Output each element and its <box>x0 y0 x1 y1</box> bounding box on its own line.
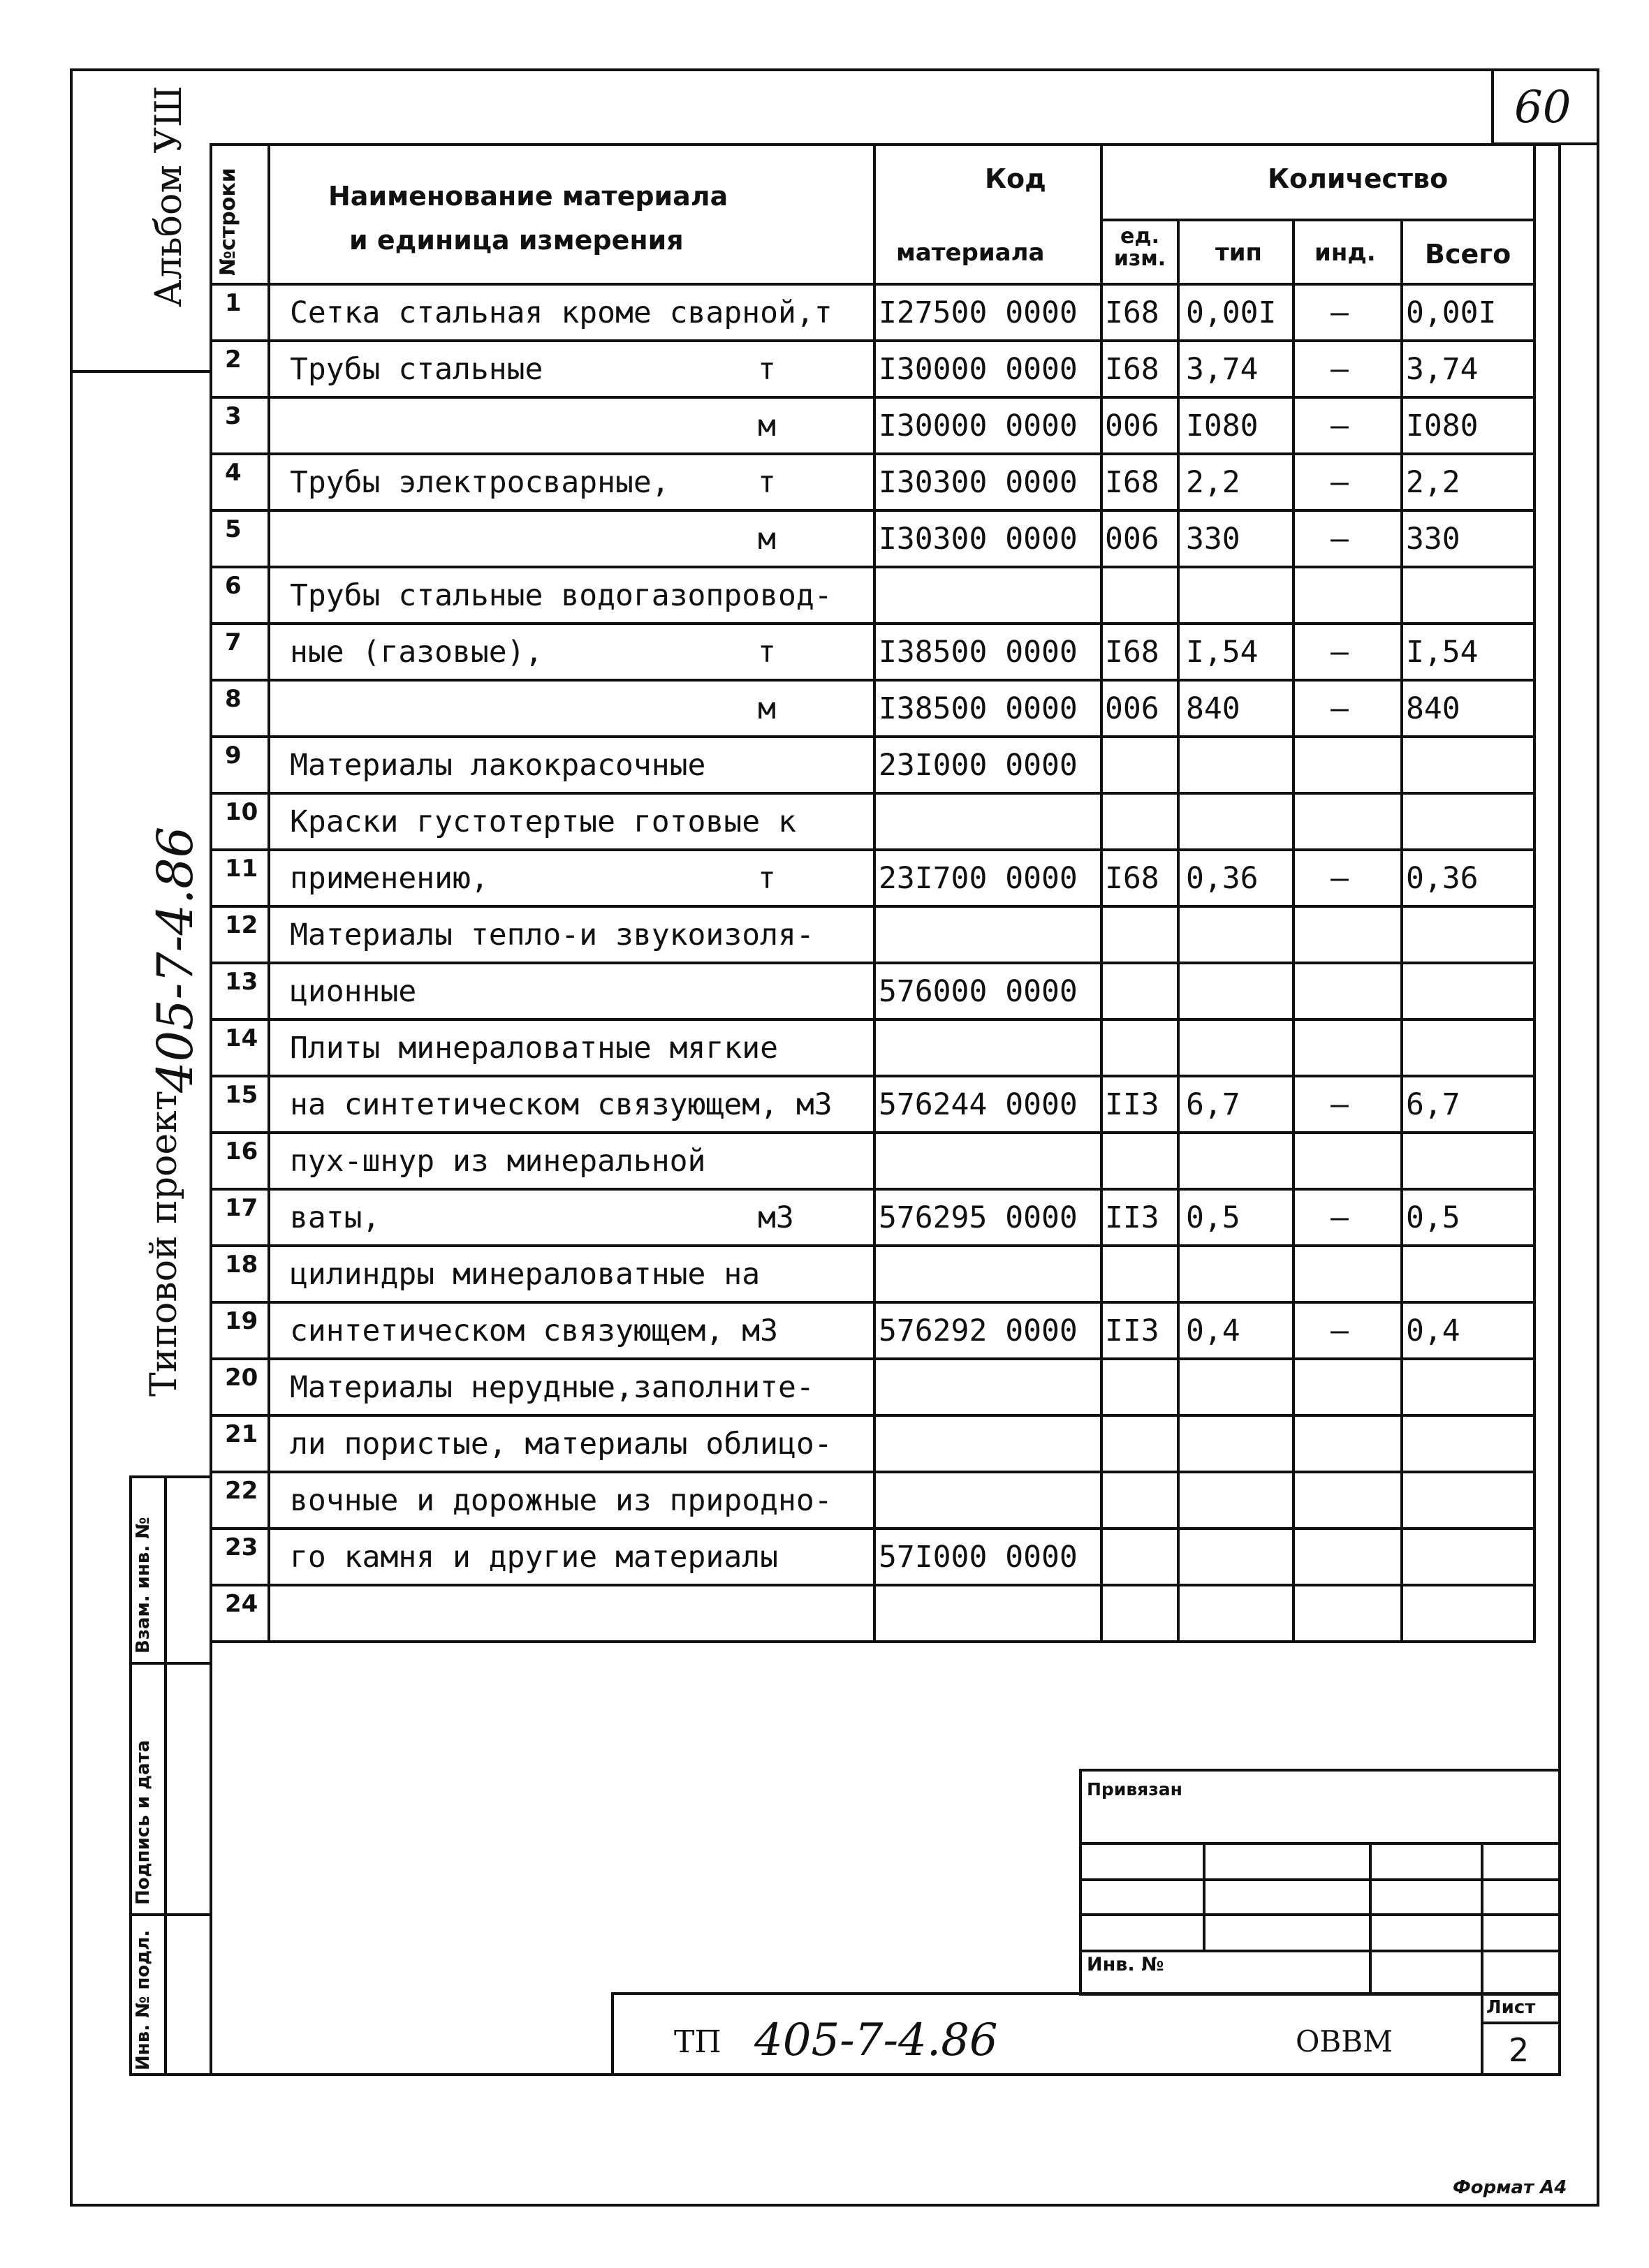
row-number: 10 <box>225 798 258 826</box>
row-qty-type: 0,4 <box>1186 1313 1240 1348</box>
row-unit: т <box>758 352 776 387</box>
side-stamp-line-1 <box>129 1662 212 1665</box>
row-number: 24 <box>225 1590 258 1618</box>
row-number: 21 <box>225 1420 258 1448</box>
row-number: 22 <box>225 1477 258 1505</box>
row-qty-type: 2,2 <box>1186 465 1240 500</box>
row-name: ционные <box>290 974 417 1009</box>
tb-line-2 <box>1079 1878 1561 1881</box>
tb-line-4 <box>1079 1950 1561 1952</box>
tb-vline-3 <box>1481 1842 1483 1996</box>
row-number: 6 <box>225 572 242 600</box>
tb-vline-1 <box>1203 1842 1205 1951</box>
row-number: 18 <box>225 1251 258 1279</box>
col-line <box>1400 219 1403 1640</box>
col-line <box>873 143 876 1640</box>
row-number: 15 <box>225 1081 258 1109</box>
row-name: Трубы стальные водогазопровод- <box>290 578 833 613</box>
header-code: Код <box>985 163 1046 194</box>
row-code: 576292 0000 <box>879 1313 1078 1348</box>
row-qty-total: 3,74 <box>1406 352 1479 387</box>
header-mid-line <box>1100 219 1536 221</box>
inv-no-label: Инв. № <box>1087 1954 1164 1975</box>
tp-prefix: ТП <box>674 2024 721 2060</box>
row-code: I38500 0000 <box>879 691 1078 726</box>
row-name: применению, <box>290 861 489 896</box>
row-code: 23I000 0000 <box>879 748 1078 783</box>
header-qty-total: Всего <box>1425 239 1511 270</box>
row-name: вочные и дорожные из природно- <box>290 1483 833 1518</box>
row-code: I30000 0000 <box>879 408 1078 443</box>
row-unit-code: I68 <box>1105 352 1159 387</box>
row-qty-ind: – <box>1331 465 1349 500</box>
row-name: пух-шнур из минеральной <box>290 1144 706 1179</box>
vzam-inv-label: Взам. инв. № <box>133 1517 154 1654</box>
row-unit-code: II3 <box>1105 1087 1159 1122</box>
row-qty-ind: – <box>1331 352 1349 387</box>
row-qty-type: I080 <box>1186 408 1259 443</box>
row-qty-type: 6,7 <box>1186 1087 1240 1122</box>
row-code: I30300 0000 <box>879 465 1078 500</box>
header-name-line1: Наименование материала <box>328 181 728 212</box>
header-row-number: №строки <box>216 168 240 276</box>
row-qty-type: 0,36 <box>1186 861 1259 896</box>
row-number: 20 <box>225 1364 258 1392</box>
row-qty-type: 840 <box>1186 691 1240 726</box>
col-line <box>267 143 270 1640</box>
row-unit: м <box>758 408 776 443</box>
row-number: 19 <box>225 1307 258 1335</box>
row-unit: м <box>758 522 776 557</box>
row-qty-total: I,54 <box>1406 635 1479 670</box>
row-name: ваты, <box>290 1200 381 1235</box>
row-unit-code: 006 <box>1105 522 1159 557</box>
side-stamp-divider <box>164 1475 167 2076</box>
row-number: 23 <box>225 1533 258 1561</box>
row-name: Плиты минераловатные мягкие <box>290 1031 778 1066</box>
row-qty-total: 330 <box>1406 522 1460 557</box>
row-code: 576295 0000 <box>879 1200 1078 1235</box>
privyazan-label: Привязан <box>1087 1779 1182 1799</box>
row-unit: т <box>758 635 776 670</box>
typical-project-label: Типовой проект <box>143 1090 185 1397</box>
row-qty-type: 3,74 <box>1186 352 1259 387</box>
row-name: Сетка стальная кроме сварной,т <box>290 295 833 330</box>
row-number: 14 <box>225 1024 258 1052</box>
format-label: Формат А4 <box>1453 2177 1567 2198</box>
row-qty-total: 0,00I <box>1406 295 1497 330</box>
row-number: 3 <box>225 402 242 430</box>
row-unit-code: II3 <box>1105 1200 1159 1235</box>
row-name: Краски густотертые готовые к <box>290 804 796 839</box>
row-number: 4 <box>225 459 242 487</box>
row-number: 7 <box>225 628 242 656</box>
header-name-line2: и единица измерения <box>349 225 684 256</box>
list-label: Лист <box>1486 1997 1536 2018</box>
row-qty-ind: – <box>1331 1087 1349 1122</box>
row-name: на синтетическом связующем, м3 <box>290 1087 833 1122</box>
row-qty-type: 0,00I <box>1186 295 1277 330</box>
row-number: 9 <box>225 742 242 770</box>
inv-podl-label: Инв. № подл. <box>133 1929 154 2070</box>
row-number: 16 <box>225 1137 258 1165</box>
tb-line-3 <box>1079 1913 1561 1916</box>
row-qty-total: 2,2 <box>1406 465 1460 500</box>
row-qty-ind: – <box>1331 1200 1349 1235</box>
title-block-main <box>611 1992 1561 2076</box>
row-code: 23I700 0000 <box>879 861 1078 896</box>
row-qty-ind: – <box>1331 408 1349 443</box>
tb-list-line <box>1481 2022 1561 2024</box>
row-number: 1 <box>225 289 242 317</box>
row-code: 576244 0000 <box>879 1087 1078 1122</box>
row-qty-ind: – <box>1331 1313 1349 1348</box>
row-name: Материалы нерудные,заполните- <box>290 1370 814 1405</box>
row-unit-code: I68 <box>1105 295 1159 330</box>
row-qty-type: 0,5 <box>1186 1200 1240 1235</box>
project-code-vertical: 405-7-4.86 <box>147 826 204 1093</box>
col-line <box>1100 143 1103 1640</box>
row-number: 11 <box>225 855 258 883</box>
album-label: Альбом УШ <box>148 85 190 307</box>
row-number: 2 <box>225 346 242 374</box>
row-name: ли пористые, материалы облицо- <box>290 1427 833 1461</box>
row-name: цилиндры минераловатные на <box>290 1257 761 1292</box>
row-unit-code: I68 <box>1105 635 1159 670</box>
row-code: 576000 0000 <box>879 974 1078 1009</box>
row-qty-total: I080 <box>1406 408 1479 443</box>
row-unit: т <box>758 465 776 500</box>
row-name: Материалы лакокрасочные <box>290 748 706 783</box>
header-code-unit: ед. изм. <box>1113 224 1166 271</box>
row-qty-total: 0,36 <box>1406 861 1479 896</box>
row-unit: м3 <box>758 1200 794 1235</box>
sheet-number: 60 <box>1514 82 1571 133</box>
row-name: Материалы тепло-и звукоизоля- <box>290 918 814 952</box>
row-qty-ind: – <box>1331 861 1349 896</box>
tb-line-1 <box>1079 1842 1561 1845</box>
row-qty-ind: – <box>1331 295 1349 330</box>
row-unit-code: I68 <box>1105 465 1159 500</box>
col-line <box>1292 219 1295 1640</box>
row-number: 13 <box>225 968 258 996</box>
header-code-material: материала <box>896 239 1045 267</box>
row-qty-total: 0,4 <box>1406 1313 1460 1348</box>
row-code: I38500 0000 <box>879 635 1078 670</box>
row-qty-total: 6,7 <box>1406 1087 1460 1122</box>
header-qty: Количество <box>1268 163 1449 194</box>
row-number: 17 <box>225 1194 258 1222</box>
left-divider <box>70 370 211 373</box>
tb-vline-2 <box>1369 1842 1372 1996</box>
row-code: I27500 0000 <box>879 295 1078 330</box>
header-qty-ind: инд. <box>1314 239 1376 267</box>
row-name: ные (газовые), <box>290 635 543 670</box>
list-number: 2 <box>1509 2031 1530 2069</box>
row-qty-ind: – <box>1331 691 1349 726</box>
row-qty-ind: – <box>1331 522 1349 557</box>
row-name: го камня и другие материалы <box>290 1540 778 1575</box>
row-unit: м <box>758 691 776 726</box>
mark: ОВВМ <box>1296 2024 1393 2059</box>
col-line <box>1177 219 1180 1640</box>
row-unit: т <box>758 861 776 896</box>
podpis-data-label: Подпись и дата <box>133 1739 154 1905</box>
row-name: Трубы стальные <box>290 352 543 387</box>
row-number: 12 <box>225 911 258 939</box>
row-line <box>210 1640 1536 1643</box>
row-code: I30000 0000 <box>879 352 1078 387</box>
row-code: 57I000 0000 <box>879 1540 1078 1575</box>
row-unit-code: 006 <box>1105 408 1159 443</box>
row-number: 8 <box>225 685 242 713</box>
row-unit-code: I68 <box>1105 861 1159 896</box>
row-name: Трубы электросварные, <box>290 465 670 500</box>
header-qty-type: тип <box>1215 239 1263 267</box>
row-qty-ind: – <box>1331 635 1349 670</box>
row-qty-total: 0,5 <box>1406 1200 1460 1235</box>
row-qty-type: I,54 <box>1186 635 1259 670</box>
row-unit-code: II3 <box>1105 1313 1159 1348</box>
side-stamp-line-2 <box>129 1913 212 1916</box>
col-line <box>1533 143 1536 1640</box>
row-code: I30300 0000 <box>879 522 1078 557</box>
col-line <box>210 143 212 1640</box>
row-number: 5 <box>225 515 242 543</box>
row-qty-type: 330 <box>1186 522 1240 557</box>
tb-main-divider <box>1481 1992 1483 2076</box>
row-qty-total: 840 <box>1406 691 1460 726</box>
tp-code: 405-7-4.86 <box>754 2015 998 2066</box>
row-name: синтетическом связующем, м3 <box>290 1313 778 1348</box>
row-unit-code: 006 <box>1105 691 1159 726</box>
